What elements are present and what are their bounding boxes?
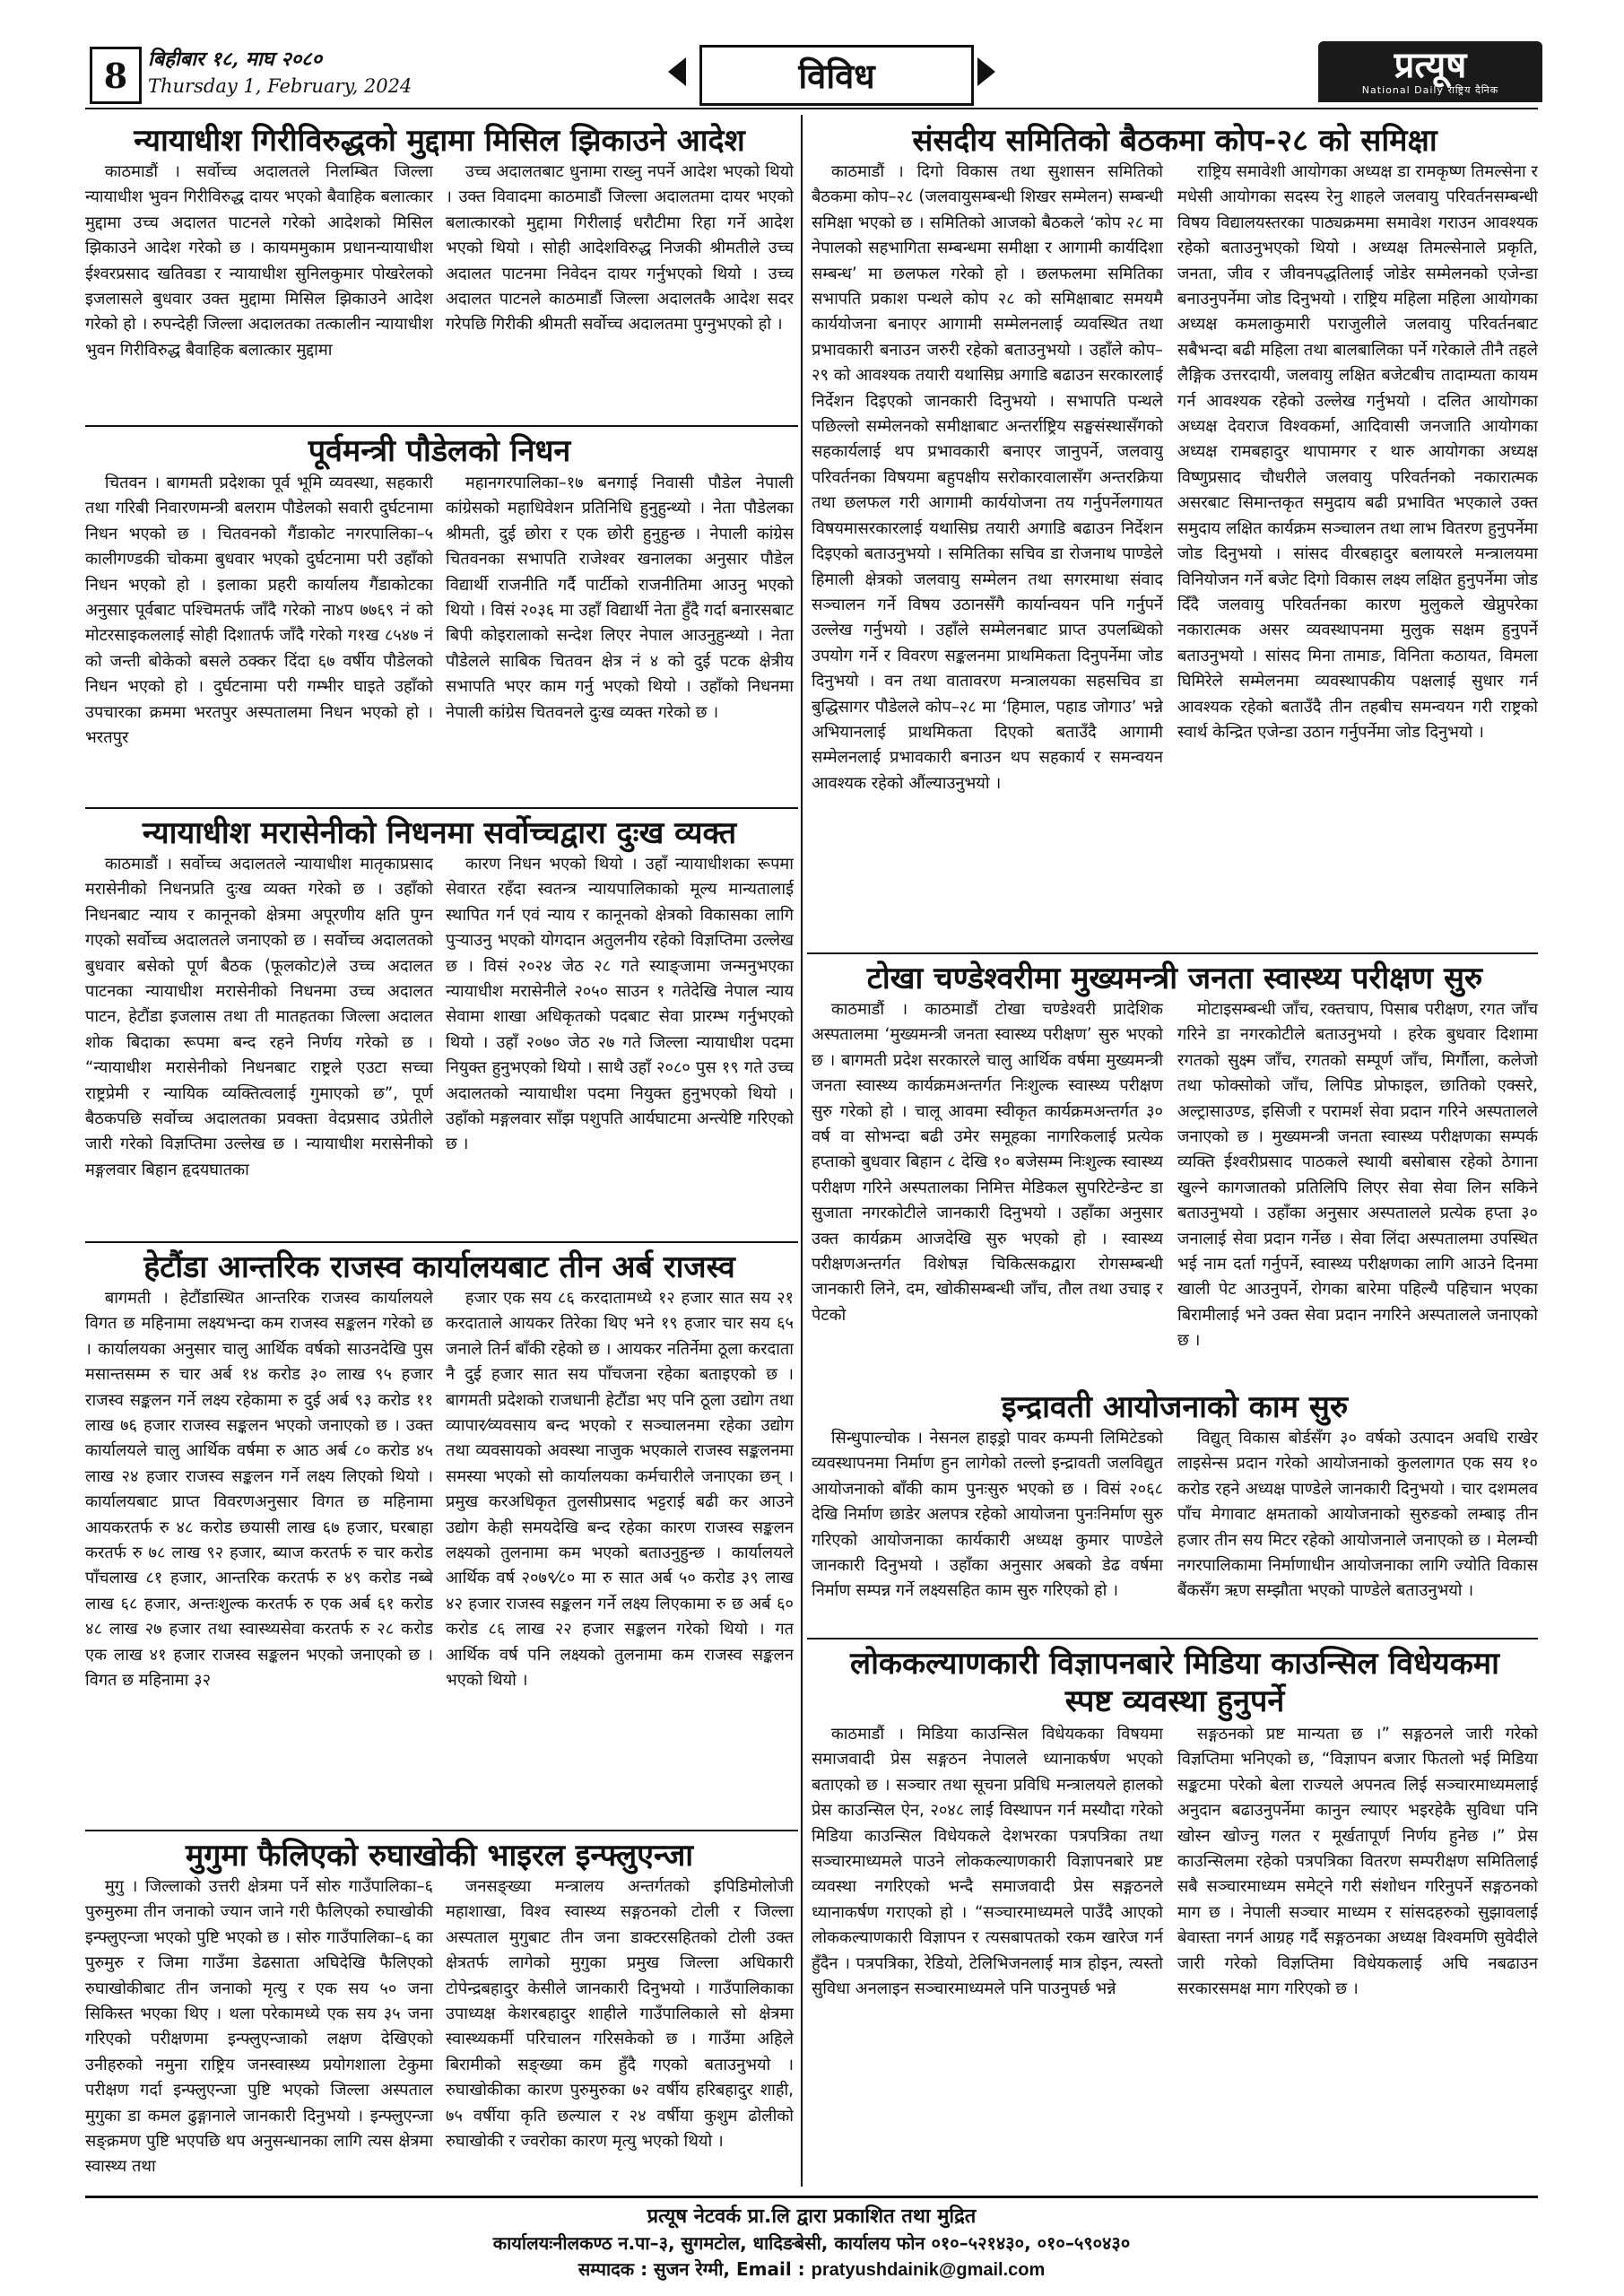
- headline-judge-giri: न्यायाधीश गिरीविरुद्धको मुद्दामा मिसिल झिकाउने आदेश: [134, 123, 745, 159]
- headline-cop28-review: संसदीय समितिको बैठकमा कोप-२८ को समिक्षा: [912, 123, 1437, 159]
- headline-hetauda-revenue: हेटौंडा आन्तरिक राजस्व कार्यालयबाट तीन अर्ब राजस्व: [143, 1249, 735, 1285]
- section-title: विविध: [699, 45, 974, 106]
- article-mugu-col1: मुगु । जिल्लाको उत्तरी क्षेत्रमा पर्ने सोरु गाउँपालिका–६ पुरुमुरुमा तीन जनाको ज्यान जाने गरी फैलिएको रुघाखोकी इन्फ्लुएन्जा भएको पुष्टि भएको छ । सोरु गाउँपालिका–६ का पुरुमुरु र जिमा गाउँमा डेढसाता अघिदेखि फैलिएको रुघाखोकीबाट तीन जनाको मृत्यु र एक सय ५० जना सिकिस्त भएका थिए । थला परेकामध्ये एक सय ३५ जना गरिएको परीक्षणमा इन्फ्लुएन्जाको लक्षण देखिएको उनीहरुको नमुना राष्ट्रिय जनस्वास्थ्य प्रयोगशाला टेकुमा परीक्षण गर्दा इन्फ्लुएन्जा पुष्टि भएको जिल्ला अस्पताल मुगुका डा कमल ढुङ्गानाले जानकारी दिनुभयो । इन्फ्लुएन्जा सङ्क्रमण पुष्टि भएपछि थप अनुसन्धानका लागि त्यस क्षेत्रमा स्वास्थ्य तथा: [85, 1877, 433, 2177]
- headline-indrawati-project: इन्द्रावती आयोजनाको काम सुरु: [1001, 1389, 1349, 1425]
- footer-email-link[interactable]: pratyushdainik@gmail.com: [811, 2260, 1046, 2280]
- article-tokha-col2: मोटाइसम्बन्धी जाँच, रक्तचाप, पिसाब परीक्षण, रगत जाँच गरिने डा नगरकोटीले बताउनुभयो । हरेक बुधवार दिशामा रगतको सुक्ष्म जाँच, रगतको सम्पूर्ण जाँच, मिर्गौला, कलेजो तथा फोक्सोको जाँच, लिपिड प्रोफाइल, छातिको एक्सरे, अल्ट्रासाउण्ड, इसिजी र परामर्श सेवा प्रदान गरिने अस्पतालले जनाएको छ । मुख्यमन्त्री जनता स्वास्थ्य परीक्षणका सम्पर्क व्यक्ति ईश्वरीप्रसाद पाठकले स्थायी बसोबास रहेको ठेगाना खुल्ने कागजातको प्रतिलिपि लिएर सेवा सेवा लिन सकिने बताउनुभयो । उहाँका अनुसार अस्पतालले प्रत्येक हप्ता ३० जनालाई सेवा प्रदान गर्नेछ । सेवा लिंदा अस्पतालमा उपस्थित भई नाम दर्ता गर्नुपर्ने, स्वास्थ्य परीक्षणका लागि आउने दिनमा खाली पेट आउनुपर्ने, रोगका बारेमा पहिल्यै पहिचान भएका बिरामीलाई भने उक्त सेवा प्रदान नगरिने अस्पतालले जनाएको छ ।: [1177, 1000, 1538, 1351]
- logo-name: प्रत्यूष: [1394, 44, 1467, 86]
- header-rule: [85, 108, 1538, 109]
- newspaper-logo: [1318, 41, 1542, 102]
- article-paudel-col1: चितवन । बागमती प्रदेशका पूर्व भूमि व्यवस्था, सहकारी तथा गरिबी निवारणमन्त्री बलराम पौडेलको सवारी दुर्घटनामा निधन भएको छ । चितवनको गैंडाकोट नगरपालिका–५ कालीगण्डकी चोकमा बुधवार भएको दुर्घटनामा परी उहाँको निधन भएको हो । इलाका प्रहरी कार्यालय गैंडाकोटका अनुसार पूर्वबाट पश्चिमतर्फ जाँदै गरेको ना४प ७७६९ नं को मोटरसाइकललाई सोही दिशातर्फ जाँदै गरेको ग१ख ८५४७ नं को जन्ती बोकेको बसले ठक्कर दिंदा ६७ वर्षीय पौडेलको निधन भएको हो । दुर्घटनामा परी गम्भीर घाइते उहाँको उपचारका क्रममा भरतपुर अस्पतालमा निधन भएको हो । भरतपुर: [85, 474, 433, 748]
- footer-editor: [85, 2257, 1538, 2281]
- divider: [85, 807, 798, 809]
- date-nepali: बिहीबार १८, माघ २०८०: [148, 48, 323, 71]
- divider: [85, 1830, 798, 1831]
- headline-paudel-death: पूर्वमन्त्री पौडेलको निधन: [308, 433, 571, 469]
- footer-publisher: प्रत्यूष नेटवर्क प्रा.लि द्वारा प्रकाशित तथा मुद्रित: [647, 2205, 977, 2228]
- divider: [807, 952, 1538, 954]
- logo-tagline: National Daily राष्ट्रिय दैनिक: [1361, 83, 1499, 96]
- article-judge-giri-col2: उच्च अदालतबाट धुनामा राख्नु नपर्ने आदेश भएको थियो । उक्त विवादमा काठमाडौं जिल्ला अदालतमा दायर भएको बलात्कारको मुद्दामा गिरीलाई धरौटीमा रिहा गर्ने आदेश भएको थियो । सोही आदेशविरुद्ध निजकी श्रीमतीले उच्च अदालत पाटनमा निवेदन दायर गर्नुभएको थियो । उच्च अदालत पाटनले काठमाडौं जिल्ला अदालतकै आदेश सदर गरेपछि गिरीकी श्रीमती सर्वोच्च अदालतमा पुग्नुभएको हो ।: [446, 162, 794, 335]
- headline-tokha-health-check: टोखा चण्डेश्वरीमा मुख्यमन्त्री जनता स्वास्थ्य परीक्षण सुरु: [866, 961, 1483, 996]
- article-media-council-col2: सङ्गठनको प्रष्ट मान्यता छ ।” सङ्गठनले जारी गरेको विज्ञप्तिमा भनिएको छ, “विज्ञापन बजार फितलो भई मिडिया सङ्कटमा परेको बेला राज्यले अपनत्व लिई सञ्चारमाध्यमलाई अनुदान बढाउनुपर्नेमा कानुन ल्याएर भइरहेकै सुविधा पनि खोस्न खोज्नु गलत र मूर्खतापूर्ण निर्णय हुनेछ ।” प्रेस काउन्सिलमा रहेको पत्रपत्रिका वितरण सम्परीक्षण समितिलाई सबै सञ्चारमाध्यम समेट्ने गरी संशोधन गरिनुपर्ने सङ्गठनको माग छ । नेपाली सञ्चार माध्यम र सांसदहरुको सुझावलाई बेवास्ता नगर्न आग्रह गर्दै सङ्गठनका अध्यक्ष विश्वमणि सुवेदीले जारी गरेको विज्ञप्तिमा विधेयकलाई अघि नबढाउन सरकारसमक्ष माग गरिएको छ ।: [1177, 1725, 1538, 1999]
- divider: [85, 1241, 798, 1243]
- article-media-council-col1: काठमाडौं । मिडिया काउन्सिल विधेयकका विषयमा समाजवादी प्रेस सङ्गठन नेपालले ध्यानाकर्षण भएको बताएको छ । सञ्चार तथा सूचना प्रविधि मन्त्रालयले हालको प्रेस काउन्सिल ऐन, २०४८ लाई विस्थापन गर्न मस्यौदा गरेको मिडिया काउन्सिल विधेयकले देशभरका पत्रपत्रिका तथा सञ्चारमाध्यमले पाउने लोककल्याणकारी विज्ञापनबारे प्रष्ट व्यवस्था नगरिएको भन्दै समाजवादी प्रेस सङ्गठनले ध्यानाकर्षण गराएको हो । “सञ्चारमाध्यमले पाउँदै आएको लोककल्याणकारी विज्ञापन र त्यसबापतको रकम खारेज गर्न हुँदैन । पत्रपत्रिका, रेडियो, टेलिभिजनलाई मात्र होइन, त्यस्तो सुविधा अनलाइन सञ्चारमाध्यमले पनि पाउनुपर्छ भन्ने: [812, 1725, 1163, 1999]
- column-divider: [801, 115, 803, 2187]
- headline-media-council-line1: लोककल्याणकारी विज्ञापनबारे मिडिया काउन्सिल विधेयकमा: [850, 1646, 1499, 1682]
- article-cop28-col1: काठमाडौं । दिगो विकास तथा सुशासन समितिको बैठकमा कोप–२८ (जलवायुसम्बन्धी शिखर सम्मेलन) सम्बन्धी समिक्षा भएको छ । समितिको आजको बैठकले ‘कोप २८ मा नेपालको सहभागिता सम्बन्धमा समीक्षा र आगामी कार्यदिशा सम्बन्ध’ मा छलफल गरेको हो । छलफलमा समितिका सभापति प्रकाश पन्थले कोप २८ को समिक्षाबाट समयमै कार्ययोजना बनाएर आगामी सम्मेलनलाई व्यवस्थित तथा प्रभावकारी बनाउन जरुरी रहेको बताउनुभयो । उहाँले कोप–२९ को आवश्यक तयारी यथासिघ्र अगाडि बढाउन सरकारलाई निर्देशन दिइएको जानकारी दिनुभयो । सभापति पन्थले पछिल्लो सम्मेलनको समीक्षाबाट अन्तर्राष्ट्रिय सङ्घसंस्थासँगको सहकार्यलाई थप प्रभावकारी बनाएर जानुपर्ने, जलवायु परिवर्तनका विषयमा बहुपक्षीय सरोकारवालासँग अन्तरक्रिया तथा छलफल गरी आगामी कार्ययोजना तय गर्नुपर्नेलगायत विषयमासरकारलाई यथासिघ्र तयारी अगाडि बढाउन निर्देशन दिइएको बताउनुभयो । समितिका सचिव डा रोजनाथ पाण्डेले हिमाली क्षेत्रको जलवायु सम्मेलन तथा सगरमाथा संवाद सञ्चालन गर्ने विषय उठानसँगै कार्यान्वयन पनि गर्नुपर्ने उल्लेख गर्नुभयो । उहाँले सम्मेलनबाट प्राप्त उपलब्धिको उपयोग गर्ने र विवरण सङ्कलनमा प्राथमिकता दिनुपर्नेमा जोड दिनुभयो । वन तथा वातावरण मन्त्रालयका सहसचिव डा बुद्धिसागर पौडेलले कोप–२८ मा ‘हिमाल, पहाड जोगाउ’ भन्ने अभियानलाई प्राथमिकता दिएको बताउँदै आगामी सम्मेलनलाई प्रभावकारी बनाउन थप सहकार्य र समन्वयन आवश्यक रहेको औंल्याउनुभयो ।: [812, 162, 1163, 793]
- article-paudel-col2: महानगरपालिका–१७ बनगाई निवासी पौडेल नेपाली कांग्रेसको महाधिवेशन प्रतिनिधि हुनुहुन्थ्यो । नेता पौडेलका श्रीमती, दुई छोरा र एक छोरी हुनुहुन्छ । नेपाली कांग्रेस चितवनका सभापति राजेश्वर खनालका अनुसार पौडेल विद्यार्थी राजनीति गर्दै पार्टीको राजनीतिमा आउनु भएको थियो । विसं २०३६ मा उहाँ विद्यार्थी नेता हुँदै गर्दा बनारसबाट बिपी कोइरालाको सन्देश लिएर नेपाल आउनुहुन्थ्यो । नेता पौडेलले साबिक चितवन क्षेत्र नं ४ को दुई पटक क्षेत्रीय सभापति भएर काम गर्नु भएको थियो । उहाँको निधनमा नेपाली कांग्रेस चितवनले दुःख व्यक्त गरेको छ ।: [446, 474, 794, 722]
- article-tokha-col1: काठमाडौं । काठमाडौं टोखा चण्डेश्वरी प्रादेशिक अस्पतालमा ‘मुख्यमन्त्री जनता स्वास्थ्य परीक्षण’ सुरु भएको छ । बागमती प्रदेश सरकारले चालु आर्थिक वर्षमा मुख्यमन्त्री जनता स्वास्थ्य कार्यक्रमअन्तर्गत निःशुल्क स्वास्थ्य परीक्षण सुरु गरेको हो । चालू आवमा स्वीकृत कार्यक्रमअन्तर्गत ३० वर्ष वा सोभन्दा बढी उमेर समूहका नागरिकलाई प्रत्येक हप्ताको बुधवार बिहान ८ देखि १० बजेसम्म निःशुल्क स्वास्थ्य परीक्षण गरिने अस्पतालका निमित्त मेडिकल सुपरिटेन्डेन्ट डा सुजाता नगरकोटीले जानकारी दिनुभयो । उहाँका अनुसार उक्त कार्यक्रम आजदेखि सुरु भएको हो । स्वास्थ्य परीक्षणअन्तर्गत विशेषज्ञ चिकित्सकद्वारा रोगसम्बन्धी जानकारी लिने, दम, खोकीसम्बन्धी जाँच, तौल तथा उचाइ र पेटको: [812, 1000, 1163, 1325]
- arrow-left-icon: [668, 57, 686, 86]
- headline-media-council-line2: स्पष्ट व्यवस्था हुनुपर्ने: [1064, 1683, 1285, 1719]
- date-english: Thursday 1, February, 2024: [148, 75, 413, 97]
- article-marasini-col2: कारण निधन भएको थियो । उहाँ न्यायाधीशका रूपमा सेवारत रहँदा स्वतन्त्र न्यायपालिकाको मूल्य मान्यतालाई स्थापित गर्न एवं न्याय र कानूनको क्षेत्रको विकासका लागि पुऱ्याउनु भएको योगदान अतुलनीय रहेको विज्ञप्तिमा उल्लेख छ । विसं २०२४ जेठ २८ गते स्याङ्जामा जन्मनुभएका न्यायाधीश मरासेनीले २०५० साउन १ गतेदेखि नेपाल न्याय सेवामा शाखा अधिकृतको पदबाट सेवा प्रारम्भ गर्नुभएको थियो । उहाँ २०७० जेठ २७ गते जिल्ला न्यायाधीश पदमा नियुक्त हुनुभएको थियो । साथै उहाँ २०८० पुस १९ गते उच्च अदालतको न्यायाधीश पदमा नियुक्त हुनुभएको थियो । उहाँको मङ्गलवार साँझ पशुपति आर्यघाटमा अन्त्येष्टि गरिएको छ ।: [446, 855, 794, 1154]
- arrow-right-icon: [977, 57, 995, 86]
- divider: [807, 1638, 1538, 1639]
- headline-marasini: न्यायाधीश मरासेनीको निधनमा सर्वोच्चद्वारा दुःख व्यक्त: [142, 815, 737, 851]
- article-indrawati-col2: विद्युत् विकास बोर्डसँग ३० वर्षको उत्पादन अवधि राखेर लाइसेन्स प्रदान गरेको आयोजनाको कुललागत एक सय १० करोड रहने अध्यक्ष पाण्डेले जानकारी दिनुभयो । चार दशमलव पाँच मेगावाट क्षमताको आयोजनाको सुरुङको लम्बाइ तीन हजार तीन सय मिटर रहेको आयोजनाले जनाएको छ । मेलम्ची नगरपालिकामा निर्माणाधीन आयोजनाका लागि ज्योति विकास बैंकसँग ऋण सम्झौता भएको पाण्डेले बताउनुभयो ।: [1177, 1429, 1538, 1601]
- article-marasini-col1: काठमाडौं । सर्वोच्च अदालतले न्यायाधीश मातृकाप्रसाद मरासेनीको निधनप्रति दुःख व्यक्त गरेको छ । उहाँको निधनबाट न्याय र कानूनको क्षेत्रमा अपूरणीय क्षति पुग्न गएको सर्वोच्च अदालतले जनाएको छ । सर्वोच्च अदालतको बुधवार बसेको पूर्ण बैठक (फूलकोट)ले उच्च अदालत पाटनका न्यायाधीश मरासेनीको निधनमा उच्च अदालत पाटन, हेटौंडा इजलास तथा ती मातहतका जिल्ला अदालत शोक बिदाका रूपमा बन्द रहने निर्णय गरेको छ । “न्यायाधीश मरासेनीको निधनबाट राष्ट्रले एउटा सच्चा राष्ट्रप्रेमी र न्यायिक व्यक्तित्वलाई गुमाएको छ”, पूर्ण बैठकपछि सर्वोच्च अदालतका प्रवक्ता वेदप्रसाद उप्रेतीले जारी गरेको विज्ञप्तिमा उल्लेख छ । न्यायाधीश मरासेनीको मङ्गलवार बिहान हृदयघातका: [85, 855, 433, 1179]
- article-cop28-col2: राष्ट्रिय समावेशी आयोगका अध्यक्ष डा रामकृष्ण तिमल्सेना र मधेसी आयोगका सदस्य रेनु शाहले जलवायु परिवर्तनसम्बन्धी विषय विद्यालयस्तरका पाठ्यक्रममा समावेश गराउन आवश्यक रहेको बताउनुभएको थियो । अध्यक्ष तिमल्सेनाले प्रकृति, जनता, जीव र जीवनपद्धतिलाई जोडेर सम्मेलनको एजेन्डा बनाउनुपर्नेमा जोड दिनुभयो । राष्ट्रिय महिला महिला आयोगका अध्यक्ष कमलाकुमारी पराजुलीले जलवायु परिवर्तनबाट सबैभन्दा बढी महिला तथा बालबालिका पर्ने गरेकाले तीनै तहले लैङ्गिक उत्तरदायी, जलवायु लक्षित बजेटबीच तादाम्यता कायम गर्न आवश्यक रहेको उल्लेख गर्नुभयो । दलित आयोगका अध्यक्ष देवराज विश्वकर्मा, आदिवासी जनजाति आयोगका अध्यक्ष रामबहादुर थापामगर र थारु आयोगका अध्यक्ष विष्णुप्रसाद चौधरीले जलवायु परिवर्तनको नकारात्मक असरबाट सिमान्तकृत समुदाय बढी प्रभावित भएकाले उक्त समुदाय लक्षित कार्यक्रम सञ्चालन तथा लाभ वितरण हुनुपर्नेमा जोड दिनुभयो । सांसद वीरबहादुर बलायरले मन्त्रालयमा विनियोजन गर्ने बजेट दिगो विकास लक्ष्य लक्षित हुनुपर्नेमा जोड दिँदै जलवायु परिवर्तनका कारण मुलुकले खेप्नुपरेका नकारात्मक असर व्यवस्थापनमा मुलुक सक्षम हुनुपर्ने बताउनुभयो । सांसद मिना तामाङ, विनिता कठायत, विमला घिमिरेले सम्मेलनमा व्यवस्थापकीय पक्षलाई सुधार गर्न आवश्यक रहेको बताउँदै तीन तहबीच समन्वयन गरी राष्ट्रको स्वार्थ केन्द्रित एजेन्डा उठान गर्नुपर्नेमा जोड दिनुभयो ।: [1177, 162, 1538, 742]
- footer-address: कार्यालयःनीलकण्ठ न.पा–३, सुगमटोल, धादिङबेसी, कार्यालय फोन ०१०–५२१४३०, ०१०–५९०४३०: [492, 2232, 1131, 2254]
- footer: [85, 2196, 1538, 2292]
- page-number: 8: [90, 47, 142, 104]
- article-indrawati-col1: सिन्धुपाल्चोक । नेसनल हाइड्रो पावर कम्पनी लिमिटेडको व्यवस्थापनमा निर्माण हुन लागेको तल्लो इन्द्रावती जलविद्युत आयोजनाको बाँकी काम पुनःसुरु भएको छ । विसं २०६८ देखि निर्माण छाडेर अलपत्र रहेको आयोजना पुनःनिर्माण सुरु गरिएको आयोजनाका कार्यकारी अध्यक्ष कुमार पाण्डेले जानकारी दिनुभयो । उहाँका अनुसार अबको डेढ वर्षमा निर्माण सम्पन्न गर्ने लक्ष्यसहित काम सुरु गरिएको हो ।: [812, 1429, 1163, 1601]
- article-judge-giri-col1: काठमाडौं । सर्वोच्च अदालतले निलम्बित जिल्ला न्यायाधीश भुवन गिरीविरुद्ध दायर भएको बैवाहिक बलात्कार मुद्दामा उच्च अदालत पाटनले गरेको आदेशको मिसिल झिकाउने आदेश गरेको छ । कायममुकाम प्रधानन्यायाधीश ईश्वरप्रसाद खतिवडा र न्यायाधीश सुनिलकुमार पोखरेलको इजलासले बुधवार उक्त मुद्दामा मिसिल झिकाउने आदेश गरेको हो । रुपन्देही जिल्ला अदालतका तत्कालीन न्यायाधीश भुवन गिरीविरुद्ध बैवाहिक बलात्कार मुद्दामा: [85, 162, 433, 360]
- article-hetauda-col1: बागमती । हेटौंडास्थित आन्तरिक राजस्व कार्यालयले विगत छ महिनामा लक्ष्यभन्दा कम राजस्व सङ्कलन गरेको छ । कार्यालयका अनुसार चालु आर्थिक वर्षको साउनदेखि पुस मसान्तसम्म रु चार अर्ब १४ करोड ३० लाख ९५ हजार राजस्व सङ्कलन गर्ने लक्ष्य रहेकामा रु दुई अर्ब ९३ करोड ११ लाख ७६ हजार राजस्व सङ्कलन भएको जनाएको छ । उक्त कार्यालयले चालु आर्थिक वर्षमा रु आठ अर्ब ८० करोड ४५ लाख २४ हजार राजस्व सङ्कलन गर्ने लक्ष्य लिएको थियो । कार्यालयबाट प्राप्त विवरणअनुसार विगत छ महिनामा आयकरतर्फ रु ४८ करोड छयासी लाख ६७ हजार, घरबाहा करतर्फ रु ७८ लाख ९२ हजार, ब्याज करतर्फ रु चार करोड पाँचलाख ८१ हजार, आन्तरिक करतर्फ रु ४९ करोड नब्बे लाख ६८ हजार, अन्तःशुल्क करतर्फ रु एक अर्ब ६१ करोड ४८ लाख २७ हजार तथा स्वास्थ्यसेवा करतर्फ रु २८ करोड एक लाख ४१ हजार राजस्व सङ्कलन भएको जनाएको छ । विगत छ महिनामा ३२: [85, 1289, 433, 1691]
- footer-editor-label: सम्पादक : सुजन रेग्मी, Email :: [578, 2258, 805, 2280]
- article-mugu-col2: जनसङ्ख्या मन्त्रालय अन्तर्गतको इपिडिमोलोजी महाशाखा, विश्व स्वास्थ्य सङ्गठनको टोली र जिल्ला अस्पताल मुगुबाट तीन जना डाक्टरसहितको टोली उक्त क्षेत्रतर्फ लागेको मुगुका प्रमुख जिल्ला अधिकारी टोपेन्द्रबहादुर केसीले जानकारी दिनुभयो । गाउँपालिकाका उपाध्यक्ष केशरबहादुर शाहीले गाउँपालिकाले सो क्षेत्रमा स्वास्थ्यकर्मी परिचालन गरिसकेको छ । गाउँमा अहिले बिरामीको सङ्ख्या कम हुँदै गएको बताउनुभयो । रुघाखोकीका कारण पुरुमुरुका ७२ वर्षीय हरिबहादुर शाही, ७५ वर्षीया कृति छल्याल र २४ वर्षीया कुशुम ढोलीको रुघाखोकी र ज्वरोका कारण मृत्यु भएको थियो ।: [446, 1877, 794, 2152]
- headline-mugu-influenza: मुगुमा फैलिएको रुघाखोकी भाइरल इन्फ्लुएन्जा: [185, 1838, 694, 1874]
- article-hetauda-col2: हजार एक सय ८६ करदातामध्ये १२ हजार सात सय २१ करदाताले आयकर तिरेका थिए भने १९ हजार चार सय ६५ जनाले तिर्न बाँकी रहेको छ । आयकर नतिर्नेमा ठूला करदाता नै दुई हजार सात सय पाँचजना रहेका बताइएको छ । बागमती प्रदेशको राजधानी हेटौंडा भए पनि ठूला उद्योग तथा व्यापार⁄व्यवसाय बन्द भएको र सञ्चालनमा रहेका उद्योग तथा व्यवसायको अवस्था नाजुक भएकाले राजस्व सङ्कलनमा समस्या भएको सो कार्यालयका कर्मचारीले जनाएका छन् । प्रमुख करअधिकृत तुलसीप्रसाद भट्टराई बढी कर आउने उद्योग केही समयदेखि बन्द रहेका कारण राजस्व सङ्कलन लक्ष्यको तुलनामा कम भएको बताउनुहुन्छ । कार्यालयले आर्थिक वर्ष २०७९⁄८० मा रु सात अर्ब ५० करोड ३९ लाख ४२ हजार राजस्व सङ्कलन गर्ने लक्ष्य लिएकामा रु छ अर्ब ६० करोड ८६ लाख २२ हजार सङ्कलन गरेको थियो । गत आर्थिक वर्ष पनि लक्ष्यको तुलनामा कम राजस्व सङ्कलन भएको थियो ।: [446, 1289, 794, 1691]
- divider: [85, 425, 798, 427]
